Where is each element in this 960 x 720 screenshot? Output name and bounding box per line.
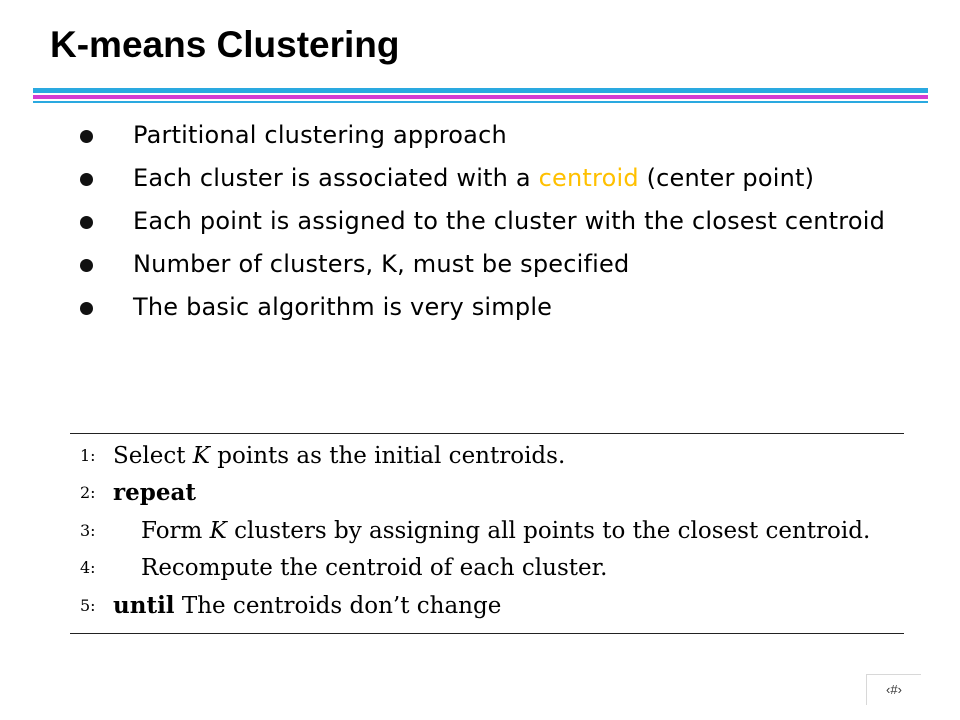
bullet-dot-icon [80,259,93,272]
algorithm-box [70,433,904,634]
bullet-item [78,206,898,237]
bullet-dot-icon [80,173,93,186]
line-number: 2: [80,483,96,502]
title-underline-magenta [33,95,928,99]
bullet-item [78,249,898,280]
title-underline-thin-blue [33,101,928,103]
bullet-dot-icon [80,216,93,229]
repeat-keyword: repeat [113,479,196,506]
bullet-text: Partitional clustering approach [133,121,507,149]
algorithm-line [80,517,870,545]
bullet-item [78,120,898,151]
algorithm-text-before: Form [141,518,210,544]
bullet-text-after: (center point) [638,164,815,192]
algorithm-text-before: Select [113,443,193,469]
page-number: ‹#› [866,674,921,705]
bullet-text: The basic algorithm is very simple [133,293,553,321]
algorithm-line [80,592,501,620]
algorithm-line [80,442,565,470]
algorithm-text: Recompute the centroid of each cluster. [141,555,608,581]
line-number: 1: [80,446,96,465]
bullet-dot-icon [80,302,93,315]
until-keyword: until [113,592,175,619]
algorithm-line [80,554,607,582]
title-underline-blue [33,88,928,93]
algorithm-text-after: points as the initial centroids. [209,443,566,469]
centroid-highlight: centroid [538,164,639,192]
algorithm-text-after: clusters by assigning all points to the closest centroid. [226,518,871,544]
bullet-text: Each point is assigned to the cluster with the closest centroid [133,207,886,235]
bullet-text-before: Each cluster is associated with a [133,164,539,192]
slide-title: K-means Clustering [50,24,400,65]
line-number: 3: [80,521,96,540]
bullet-text: Number of clusters, K, must be specified [133,250,630,278]
variable-k: K [209,518,227,544]
algorithm-text: The centroids don’t change [174,593,502,619]
variable-k: K [192,443,210,469]
bullet-list [78,120,898,335]
bullet-item [78,292,898,323]
algorithm-line [80,479,196,507]
bullet-dot-icon [80,130,93,143]
line-number: 5: [80,596,96,615]
bullet-item [78,163,898,194]
line-number: 4: [80,558,96,577]
